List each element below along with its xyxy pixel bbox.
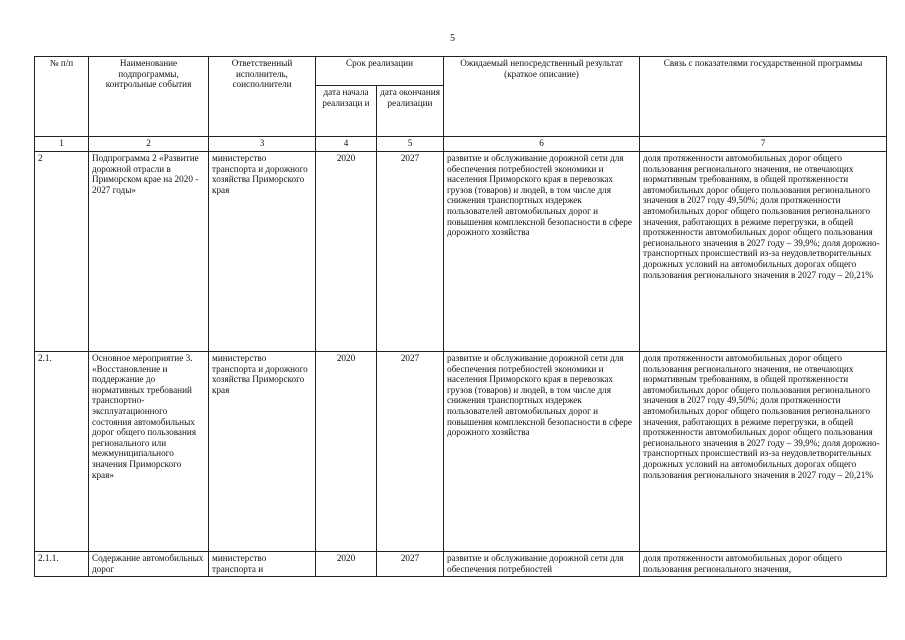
table-row [35,352,887,552]
row-end-year: 2027 [377,352,444,552]
header-executor: Ответственный исполнитель, соисполнители [209,57,316,137]
implementation-plan-table [34,56,887,577]
row-number: 2 [35,152,89,352]
column-number: 6 [444,137,640,152]
header-end-date: дата окончания реализации [377,86,444,137]
row-name: Подпрограмма 2 «Развитие дорожной отрасли в Приморском крае на 2020 - 2027 годы» [89,152,209,352]
header-start-date: дата начала реализаци и [316,86,377,137]
row-executor: министерство транспорта и дорожного хозяйства Приморского края [209,152,316,352]
column-number: 2 [89,137,209,152]
header-indicators: Связь с показателями государственной программы [640,57,887,137]
row-result: развитие и обслуживание дорожной сети для обеспечения потребностей экономики и населения Приморского края в перевозках грузов (товаров) и людей, в том числе для снижения транспортных издержек пользователей автомобильных дорог и повышения комплексной безопасности в сфере дорожного хозяйства [444,152,640,352]
row-number: 2.1. [35,352,89,552]
column-number: 7 [640,137,887,152]
row-indicators: доля протяженности автомобильных дорог общего пользования регионального значения, [640,552,887,577]
row-start-year: 2020 [316,152,377,352]
row-result: развитие и обслуживание дорожной сети для обеспечения потребностей экономики и населения Приморского края в перевозках грузов (товаров) и людей, в том числе для снижения транспортных издержек пользователей автомобильных дорог и повышения комплексной безопасности в сфере дорожного хозяйства [444,352,640,552]
header-row-top [35,57,887,86]
row-end-year: 2027 [377,152,444,352]
header-result: Ожидаемый непосредственный результат (краткое описание) [444,57,640,137]
row-executor: министерство транспорта и [209,552,316,577]
header-period: Срок реализации [316,57,444,86]
row-start-year: 2020 [316,352,377,552]
row-indicators: доля протяженности автомобильных дорог общего пользования регионального значения, не отвечающих нормативным требованиям, в общей протяженности автомобильных дорог общего пользования регионального значения в 2027 году 49,50%; доля протяженности автомобильных дорог общего пользования регионального значения, работающих в режиме перегрузки, в общей протяженности автомобильных дорог общего пользования регионального значения в 2027 году – 39,9%; доля дорожно-транспортных происшествий из-за неудовлетворительных дорожных условий на автомобильных дорогах общего пользования регионального значения в 2027 году – 20,21% [640,152,887,352]
header-name: Наименование подпрограммы, контрольные события [89,57,209,137]
column-number: 4 [316,137,377,152]
table-row [35,552,887,577]
header-number: № п/п [35,57,89,137]
column-number-row [35,137,887,152]
column-number: 5 [377,137,444,152]
row-number: 2.1.1. [35,552,89,577]
row-name: Содержание автомобильных дорог [89,552,209,577]
column-number: 1 [35,137,89,152]
page-number: 5 [450,33,455,44]
row-end-year: 2027 [377,552,444,577]
column-number: 3 [209,137,316,152]
table-row [35,152,887,352]
row-executor: министерство транспорта и дорожного хозяйства Приморского края [209,352,316,552]
row-indicators: доля протяженности автомобильных дорог общего пользования регионального значения, не отвечающих нормативным требованиям, в общей протяженности автомобильных дорог общего пользования регионального значения в 2027 году 49,50%; доля протяженности автомобильных дорог общего пользования регионального значения, работающих в режиме перегрузки, в общей протяженности автомобильных дорог общего пользования регионального значения в 2027 году – 39,9%; доля дорожно-транспортных происшествий из-за неудовлетворительных дорожных условий на автомобильных дорогах общего пользования регионального значения в 2027 году – 20,21% [640,352,887,552]
row-result: развитие и обслуживание дорожной сети для обеспечения потребностей [444,552,640,577]
row-name: Основное мероприятие 3. «Восстановление и поддержание до нормативных требований транспортно-эксплуатационного состояния автомобильных дорог общего пользования регионального или межмуниципального значения Приморского края» [89,352,209,552]
row-start-year: 2020 [316,552,377,577]
